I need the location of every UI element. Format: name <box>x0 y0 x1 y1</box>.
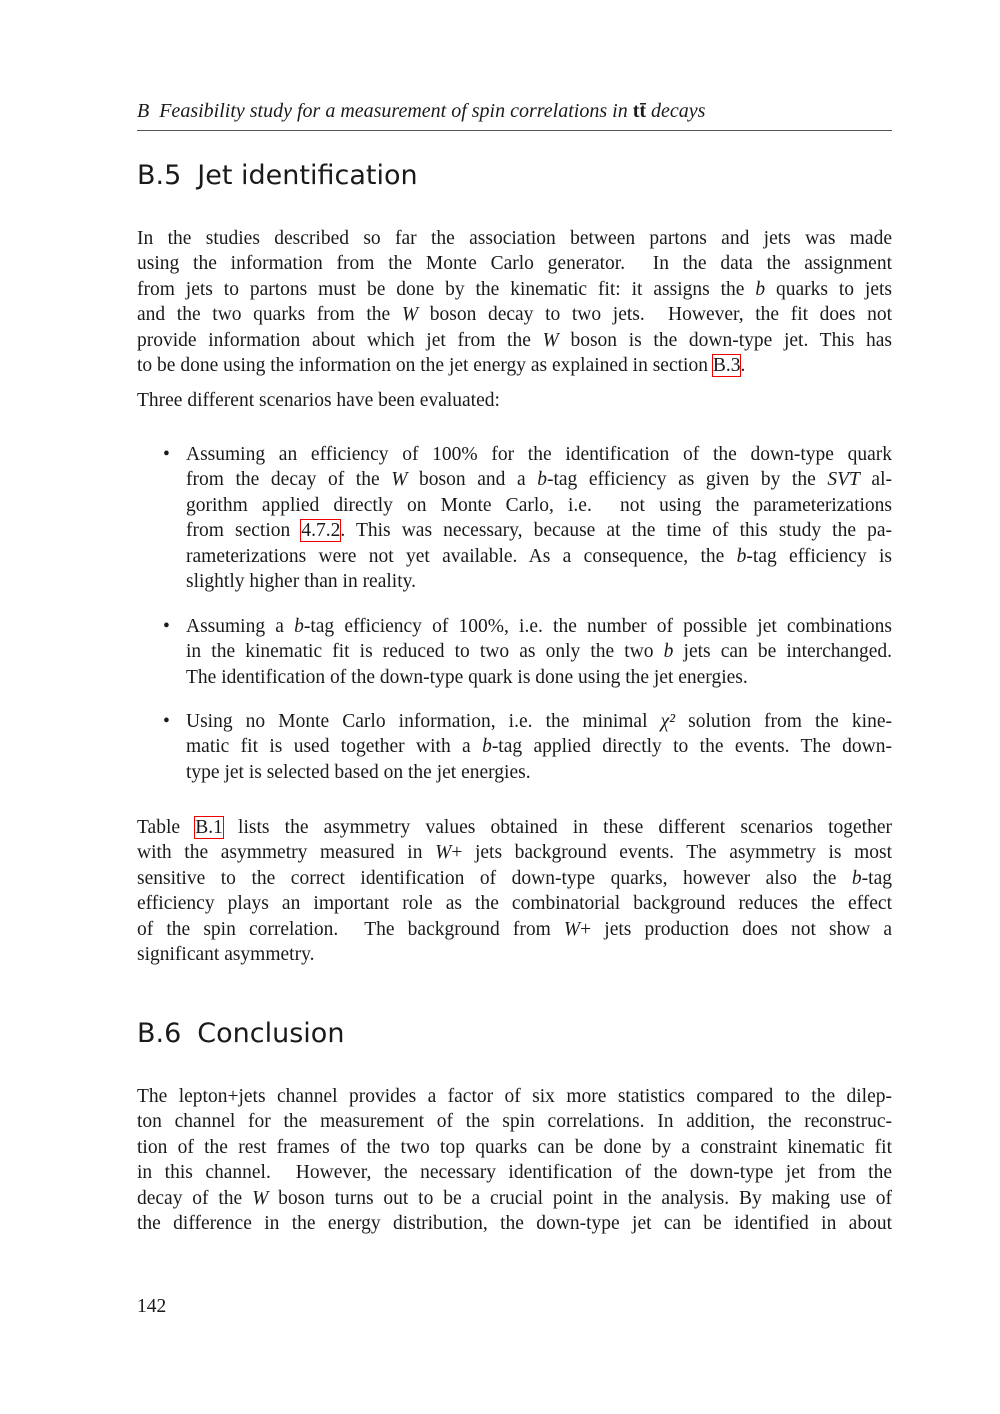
math-symbol: b <box>736 545 747 567</box>
text-run: -tag efficiency is <box>746 545 892 567</box>
text-line <box>186 569 892 594</box>
text-line <box>137 1084 892 1109</box>
text-run: . This was necessary, because at the time of this study the pa- <box>340 520 893 542</box>
text-line <box>186 734 892 759</box>
math-symbol: W <box>435 842 452 864</box>
text-run: + jets production does not show a <box>580 918 892 940</box>
cross-reference-link[interactable]: B.3 <box>712 354 741 376</box>
text-line <box>137 1160 892 1185</box>
text-run: tion of the rest frames of the two top quarks can be done by a constraint kinematic fit <box>137 1136 892 1158</box>
text-line <box>186 442 892 467</box>
paragraph <box>137 388 892 413</box>
text-run: al- <box>859 469 892 491</box>
bullet-icon: • <box>163 711 170 732</box>
text-run: -tag efficiency as given by the <box>546 469 828 491</box>
bullet-item <box>163 442 893 594</box>
running-header <box>137 100 892 123</box>
math-symbol: b <box>537 469 547 491</box>
text-line <box>137 917 892 942</box>
text-run: boson turns out to be a crucial point in the analysis. By making use of <box>268 1187 892 1209</box>
bullet-item <box>163 614 893 690</box>
text-run: quarks to jets <box>765 278 893 300</box>
text-line <box>137 866 892 891</box>
section-title: Jet identification <box>197 160 418 191</box>
section-number: B.6 <box>137 1018 182 1049</box>
text-run: rameterizations were not yet available. As a consequence, the <box>186 545 737 567</box>
section-title: Conclusion <box>197 1018 345 1049</box>
text-run: and the two quarks from the <box>137 304 402 326</box>
text-run: boson is the down-type jet. This has <box>558 329 892 351</box>
bullet-icon: • <box>163 616 170 637</box>
text-line <box>137 815 892 840</box>
text-run: -tag <box>861 867 892 889</box>
text-line <box>186 709 892 734</box>
text-run: + jets background events. The asymmetry is most <box>451 842 892 864</box>
text-line <box>186 665 892 690</box>
paragraph <box>137 226 892 378</box>
math-symbol: b <box>294 616 304 637</box>
text-line <box>137 1186 892 1211</box>
text-line <box>137 251 892 276</box>
text-run: to be done using the information on the jet energy as explained in section <box>137 354 713 376</box>
header-ttbar: tt̄ <box>632 100 647 122</box>
text-run: efficiency plays an important role as the combinatorial background reduces the effect <box>137 893 892 915</box>
text-run: . <box>740 354 746 376</box>
text-run: Assuming a <box>186 616 295 637</box>
text-line <box>186 518 892 543</box>
text-run: of the spin correlation. The background from <box>137 918 564 940</box>
text-line <box>186 467 892 492</box>
text-run: Using no Monte Carlo information, i.e. the minimal <box>186 711 661 732</box>
text-line <box>137 840 892 865</box>
text-run: using the information from the Monte Carlo generator. In the data the assignment <box>137 253 892 275</box>
section-number: B.5 <box>137 160 182 191</box>
header-title: Feasibility study for a measurement of spin correlations in <box>159 100 628 122</box>
text-run: -tag applied directly to the events. The down- <box>491 736 892 758</box>
text-run: jets can be interchanged. <box>673 641 892 663</box>
math-symbol: W <box>542 329 559 351</box>
text-run: lists the asymmetry values obtained in these different scenarios together <box>222 817 893 838</box>
text-run: decay of the <box>137 1187 253 1209</box>
text-line <box>137 1135 892 1160</box>
text-run: in the kinematic fit is reduced to two as only the two <box>186 641 664 663</box>
text-line <box>186 544 892 569</box>
text-line <box>186 760 892 785</box>
text-line <box>137 942 892 967</box>
text-run: boson decay to two jets. However, the fit does not <box>418 304 892 326</box>
text-run: from section <box>186 520 302 542</box>
text-run: with the asymmetry measured in <box>137 842 436 864</box>
header-title-tail: decays <box>651 100 706 122</box>
text-run: type jet is selected based on the jet energies. <box>186 761 531 783</box>
text-run: sensitive to the correct identification of down-type quarks, however also the <box>137 867 852 889</box>
math-symbol: b <box>663 641 674 663</box>
math-symbol: W <box>401 304 419 326</box>
text-run: boson and a <box>407 469 538 491</box>
paragraph <box>137 1084 892 1236</box>
math-symbol: SVT <box>827 469 860 491</box>
text-run: gorithm applied directly on Monte Carlo, i.e. not using the parameterizations <box>186 494 892 516</box>
text-run: from jets to partons must be done by the kinematic fit: it assigns the <box>137 278 756 300</box>
cross-reference-link[interactable]: 4.7.2 <box>301 520 341 542</box>
text-run: The lepton+jets channel provides a factor of six more statistics compared to the dilep- <box>137 1086 892 1107</box>
bullet-icon: • <box>163 444 170 465</box>
text-run: in this channel. However, the necessary identification of the down-type jet from the <box>137 1162 892 1184</box>
text-run: Assuming an efficiency of 100% for the identification of the down-type quark <box>186 444 892 465</box>
text-line <box>186 493 892 518</box>
cross-reference-link[interactable]: B.1 <box>195 817 223 838</box>
page-number: 142 <box>137 1296 167 1317</box>
text-line <box>137 226 892 251</box>
text-run: -tag efficiency of 100%, i.e. the number of possible jet combinations <box>303 616 893 637</box>
text-run: Table <box>137 817 196 838</box>
header-rule <box>137 130 892 131</box>
bullet-item <box>163 709 892 785</box>
text-run: The identification of the down-type quark is done using the jet energies. <box>186 666 748 688</box>
text-line <box>137 353 892 378</box>
section-heading-b6 <box>137 1018 344 1049</box>
text-line <box>186 614 892 639</box>
paragraph <box>137 815 892 967</box>
text-line <box>137 328 892 353</box>
text-run: from the decay of the <box>186 469 392 491</box>
text-line <box>137 277 892 302</box>
text-run: ton channel for the measurement of the spin correlations. In addition, the reconstruc- <box>137 1111 892 1133</box>
text-line <box>137 1211 892 1236</box>
math-symbol: b <box>851 867 862 889</box>
math-symbol: W <box>252 1187 269 1209</box>
text-run: In the studies described so far the association between partons and jets was made <box>137 228 892 249</box>
text-line <box>137 1109 892 1134</box>
text-run: matic fit is used together with a <box>186 736 483 758</box>
math-symbol: b <box>482 736 492 758</box>
text-line <box>137 891 892 916</box>
math-symbol: W <box>563 918 581 940</box>
text-run: the difference in the energy distribution, the down-type jet can be identified in about <box>137 1212 892 1234</box>
math-symbol: χ² <box>660 711 676 732</box>
text-line <box>137 388 892 413</box>
section-heading-b5 <box>137 160 418 191</box>
text-run: solution from the kine- <box>675 711 892 732</box>
math-symbol: W <box>391 469 408 491</box>
text-run: Three different scenarios have been evaluated: <box>137 390 500 411</box>
text-line <box>137 302 892 327</box>
text-run: slightly higher than in reality. <box>186 570 416 592</box>
math-symbol: b <box>755 278 766 300</box>
text-run: significant asymmetry. <box>137 943 315 965</box>
text-line <box>186 639 892 664</box>
header-chapter-letter: B <box>137 100 150 122</box>
text-run: provide information about which jet from the <box>137 329 543 351</box>
